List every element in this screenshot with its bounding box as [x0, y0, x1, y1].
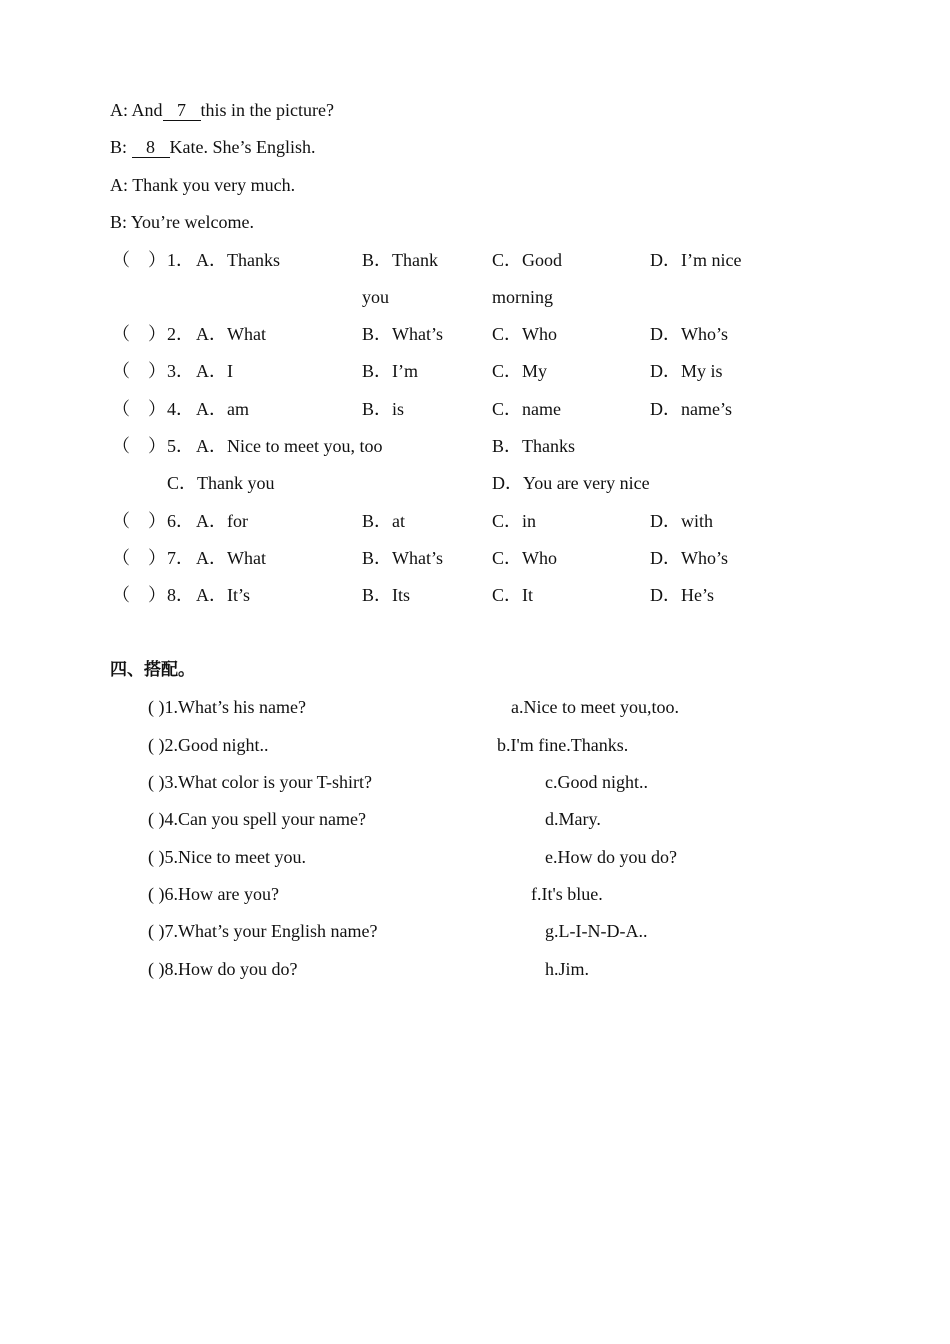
option-b-continued: you [362, 287, 389, 307]
option-b: B．Thank [362, 250, 438, 270]
option-d: D．He’s [650, 585, 714, 605]
dialogue-line-4 [110, 211, 254, 233]
choice-paren[interactable]: （ ） [112, 399, 166, 419]
question-number: 3． [167, 361, 194, 381]
option-b: B．Its [362, 585, 411, 605]
dialogue-line-2 [110, 136, 316, 158]
dialogue-line-1 [110, 99, 334, 121]
match-answer-f: f.It's blue. [531, 884, 603, 904]
option-d: D．Who’s [650, 548, 728, 568]
option-b: B．What’s [362, 324, 443, 344]
choice-paren[interactable]: （ ） [112, 585, 166, 605]
speaker-label: A: [110, 175, 128, 195]
match-question-6[interactable]: ( )6.How are you? [148, 884, 279, 904]
option-a: A．for [196, 511, 248, 531]
match-answer-e: e.How do you do? [545, 847, 677, 867]
option-c: C．name [492, 399, 561, 419]
speaker-label: B: [110, 137, 128, 157]
section-title: 四、搭配。 [110, 660, 195, 680]
dialogue-text: And [131, 100, 163, 120]
option-d: D．You are very nice [492, 473, 650, 493]
dialogue-text: Thank you very much. [132, 175, 296, 195]
option-c: C．Who [492, 324, 557, 344]
match-question-1[interactable]: ( )1.What’s his name? [148, 697, 306, 717]
match-answer-a: a.Nice to meet you,too. [511, 697, 679, 717]
choice-paren[interactable]: （ ） [112, 361, 166, 381]
choice-paren[interactable]: （ ） [112, 436, 166, 456]
option-d: D．My is [650, 361, 723, 381]
dialogue-text: You’re welcome. [130, 212, 255, 232]
match-question-5[interactable]: ( )5.Nice to meet you. [148, 847, 306, 867]
dialogue-text: Kate. She’s English. [169, 137, 316, 157]
option-c: C．Who [492, 548, 557, 568]
option-d: D．with [650, 511, 713, 531]
match-question-3[interactable]: ( )3.What color is your T-shirt? [148, 772, 372, 792]
question-number: 6． [167, 511, 194, 531]
option-a: A．What [196, 548, 266, 568]
option-c: C．It [492, 585, 534, 605]
option-b: B．I’m [362, 361, 418, 381]
option-a: A．I [196, 361, 233, 381]
question-number: 8． [167, 585, 194, 605]
match-answer-h: h.Jim. [545, 959, 590, 979]
match-question-4[interactable]: ( )4.Can you spell your name? [148, 809, 366, 829]
option-c: C．Thank you [167, 473, 275, 493]
option-c: C．Good [492, 250, 563, 270]
option-a: A．What [196, 324, 266, 344]
question-number: 7． [167, 548, 194, 568]
option-b: B．at [362, 511, 405, 531]
speaker-label: B: [110, 212, 128, 232]
question-number: 4． [167, 399, 194, 419]
answer-blank: 8 [132, 137, 170, 158]
option-c-continued: morning [492, 287, 553, 307]
option-b: B．is [362, 399, 405, 419]
dialogue-text: this in the picture? [200, 100, 334, 120]
speaker-label: A: [110, 100, 128, 120]
question-number: 2． [167, 324, 194, 344]
option-d: D．I’m nice [650, 250, 742, 270]
question-number: 5． [167, 436, 194, 456]
match-answer-b: b.I'm fine.Thanks. [497, 735, 629, 755]
dialogue-line-3 [110, 174, 295, 196]
option-b: B．Thanks [492, 436, 575, 456]
match-question-7[interactable]: ( )7.What’s your English name? [148, 921, 378, 941]
choice-paren[interactable]: （ ） [112, 250, 166, 270]
match-answer-c: c.Good night.. [545, 772, 648, 792]
choice-paren[interactable]: （ ） [112, 548, 166, 568]
option-d: D．Who’s [650, 324, 728, 344]
match-question-8[interactable]: ( )8.How do you do? [148, 959, 298, 979]
match-answer-g: g.L-I-N-D-A.. [545, 921, 648, 941]
option-b: B．What’s [362, 548, 443, 568]
answer-blank: 7 [163, 100, 201, 121]
option-a: A．Thanks [196, 250, 280, 270]
option-c: C．My [492, 361, 548, 381]
option-d: D．name’s [650, 399, 732, 419]
option-a: A．It’s [196, 585, 250, 605]
question-number: 1． [167, 250, 194, 270]
choice-paren[interactable]: （ ） [112, 324, 166, 344]
option-a: A．Nice to meet you, too [196, 436, 383, 456]
option-c: C．in [492, 511, 537, 531]
option-a: A．am [196, 399, 249, 419]
choice-paren[interactable]: （ ） [112, 511, 166, 531]
match-answer-d: d.Mary. [545, 809, 601, 829]
match-question-2[interactable]: ( )2.Good night.. [148, 735, 269, 755]
